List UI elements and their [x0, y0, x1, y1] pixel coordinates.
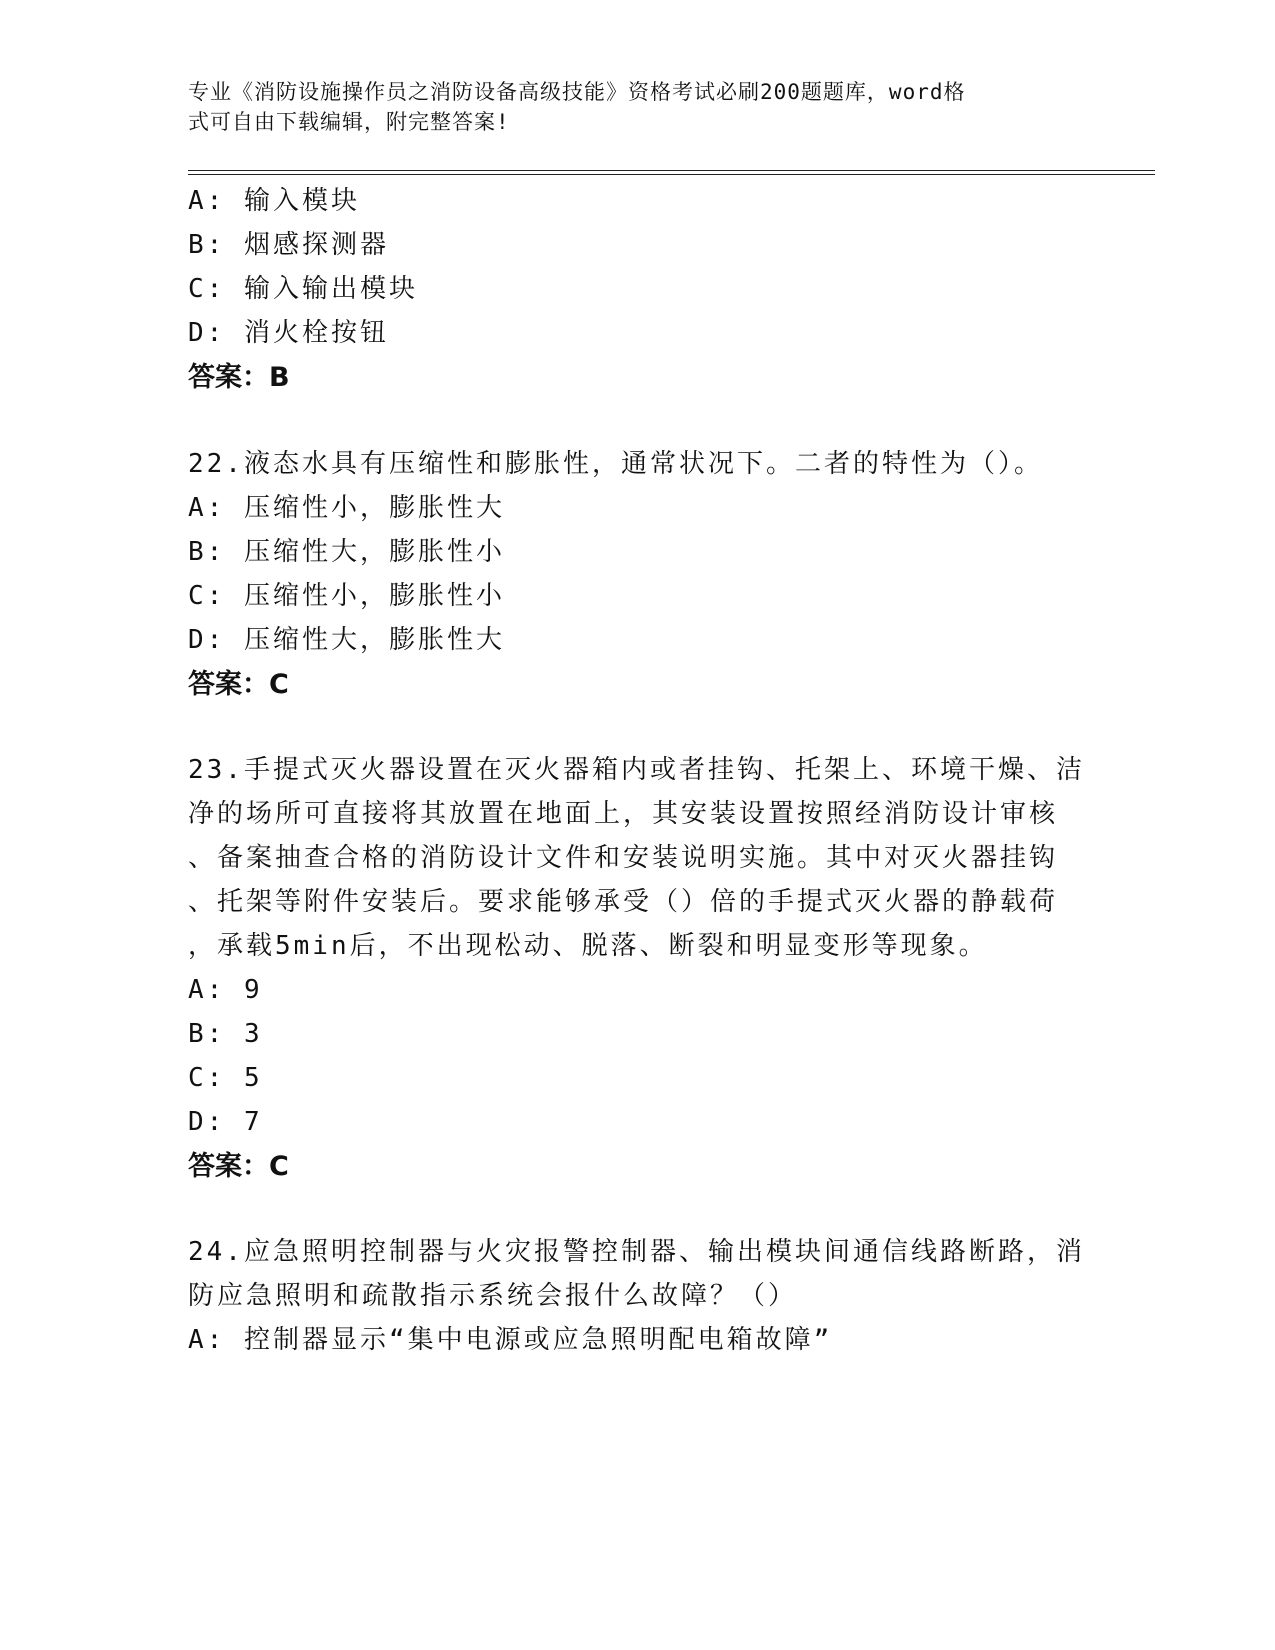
q24-question-line: 防应急照明和疏散指示系统会报什么故障？（）: [188, 1281, 798, 1311]
q22-option-c: C: 压缩性小，膨胀性小: [188, 581, 505, 611]
q22-option-b: B: 压缩性大，膨胀性小: [188, 537, 505, 567]
q22-answer: 答案：C: [188, 669, 289, 700]
q24-question-line: 24.应急照明控制器与火灾报警控制器、输出模块间通信线路断路，消: [188, 1237, 1085, 1267]
q24-option-a: A: 控制器显示“集中电源或应急照明配电箱故障”: [188, 1325, 833, 1355]
q22-question-line: 22.液态水具有压缩性和膨胀性，通常状况下。二者的特性为（）。: [188, 449, 1043, 479]
q23-question-line: ，承载5min后，不出现松动、脱落、断裂和明显变形等现象。: [188, 931, 988, 961]
header-rule-bottom: [188, 174, 1155, 175]
q23-option-d: D: 7: [188, 1107, 263, 1137]
q22-option-a: A: 压缩性小，膨胀性大: [188, 493, 505, 523]
header-rule-top: [188, 170, 1155, 171]
header-line-2: 式可自由下载编辑，附完整答案!: [188, 110, 510, 134]
q23-answer: 答案：C: [188, 1151, 289, 1182]
header-line-1: 专业《消防设施操作员之消防设备高级技能》资格考试必刷200题题库，word格: [188, 80, 966, 104]
q23-option-b: B: 3: [188, 1019, 263, 1049]
q23-option-a: A: 9: [188, 975, 263, 1005]
q21-option-d: D: 消火栓按钮: [188, 318, 389, 348]
q21-option-a: A: 输入模块: [188, 186, 360, 216]
q23-question-line: 净的场所可直接将其放置在地面上，其安装设置按照经消防设计审核: [188, 799, 1059, 829]
q23-question-line: 、备案抽查合格的消防设计文件和安装说明实施。其中对灭火器挂钩: [188, 843, 1059, 873]
q23-question-line: 23.手提式灭火器设置在灭火器箱内或者挂钩、托架上、环境干燥、洁: [188, 755, 1085, 785]
q23-question-line: 、托架等附件安装后。要求能够承受（）倍的手提式灭火器的静载荷: [188, 887, 1059, 917]
q21-option-b: B: 烟感探测器: [188, 230, 389, 260]
q22-option-d: D: 压缩性大，膨胀性大: [188, 625, 505, 655]
q21-answer: 答案：B: [188, 362, 290, 393]
q23-option-c: C: 5: [188, 1063, 263, 1093]
q21-option-c: C: 输入输出模块: [188, 274, 418, 304]
